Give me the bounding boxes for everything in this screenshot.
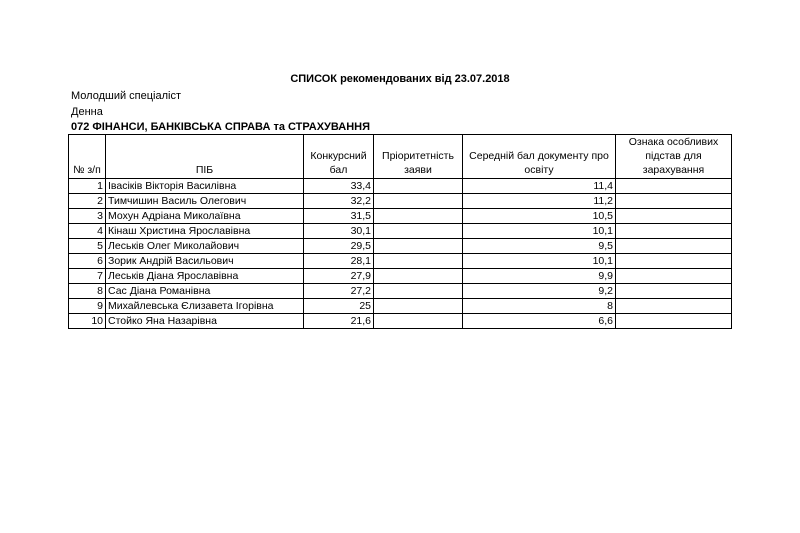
table-row <box>69 254 732 269</box>
cell-avg: 9,5 <box>463 239 616 254</box>
header-score: Конкурсний бал <box>304 135 374 179</box>
table-row <box>69 299 732 314</box>
cell-num: 10 <box>69 314 106 329</box>
cell-score: 31,5 <box>304 209 374 224</box>
cell-avg: 10,5 <box>463 209 616 224</box>
cell-num: 1 <box>69 179 106 194</box>
cell-name: Івасіків Вікторія Василівна <box>106 179 304 194</box>
cell-score: 27,2 <box>304 284 374 299</box>
cell-num: 9 <box>69 299 106 314</box>
cell-avg: 11,4 <box>463 179 616 194</box>
cell-score: 21,6 <box>304 314 374 329</box>
header-priority: Пріоритетність заяви <box>374 135 463 179</box>
cell-avg: 10,1 <box>463 224 616 239</box>
cell-name: Леськів Діана Ярославівна <box>106 269 304 284</box>
document-title: СПИСОК рекомендованих від 23.07.2018 <box>290 73 510 85</box>
table-row <box>69 224 732 239</box>
cell-avg: 6,6 <box>463 314 616 329</box>
header-name: ПІБ <box>106 135 304 179</box>
cell-priority <box>374 284 463 299</box>
cell-num: 3 <box>69 209 106 224</box>
cell-num: 6 <box>69 254 106 269</box>
table-row <box>69 209 732 224</box>
cell-avg: 9,2 <box>463 284 616 299</box>
cell-special <box>616 269 732 284</box>
cell-score: 30,1 <box>304 224 374 239</box>
cell-special <box>616 254 732 269</box>
cell-score: 29,5 <box>304 239 374 254</box>
cell-score: 27,9 <box>304 269 374 284</box>
cell-name: Сас Діана Романівна <box>106 284 304 299</box>
table-row <box>69 284 732 299</box>
table-row <box>69 314 732 329</box>
cell-name: Михайлевська Єлизавета Ігорівна <box>106 299 304 314</box>
cell-special <box>616 299 732 314</box>
cell-avg: 9,9 <box>463 269 616 284</box>
table-row <box>69 269 732 284</box>
cell-num: 7 <box>69 269 106 284</box>
table-row <box>69 239 732 254</box>
cell-name: Кінаш Христина Ярославівна <box>106 224 304 239</box>
cell-score: 33,4 <box>304 179 374 194</box>
cell-priority <box>374 224 463 239</box>
cell-priority <box>374 254 463 269</box>
cell-num: 2 <box>69 194 106 209</box>
header-avg: Середній бал документу про освіту <box>463 135 616 179</box>
table-row <box>69 194 732 209</box>
cell-num: 5 <box>69 239 106 254</box>
cell-special <box>616 224 732 239</box>
cell-name: Мохун Адріана Миколаївна <box>106 209 304 224</box>
cell-priority <box>374 314 463 329</box>
cell-name: Леськів Олег Миколайович <box>106 239 304 254</box>
cell-priority <box>374 209 463 224</box>
header-special: Ознака особливих підстав для зарахування <box>616 135 732 179</box>
cell-special <box>616 194 732 209</box>
study-form: Денна <box>71 106 103 118</box>
cell-priority <box>374 269 463 284</box>
specialty-heading: 072 ФІНАНСИ, БАНКІВСЬКА СПРАВА та СТРАХУВАННЯ <box>71 121 371 133</box>
cell-score: 32,2 <box>304 194 374 209</box>
cell-special <box>616 239 732 254</box>
cell-name: Стойко Яна Назарівна <box>106 314 304 329</box>
cell-score: 25 <box>304 299 374 314</box>
cell-num: 4 <box>69 224 106 239</box>
cell-score: 28,1 <box>304 254 374 269</box>
cell-priority <box>374 179 463 194</box>
cell-avg: 10,1 <box>463 254 616 269</box>
table-header-row <box>69 135 732 179</box>
table-row <box>69 179 732 194</box>
cell-name: Тимчишин Василь Олегович <box>106 194 304 209</box>
cell-special <box>616 314 732 329</box>
cell-priority <box>374 299 463 314</box>
cell-avg: 11,2 <box>463 194 616 209</box>
cell-name: Зорик Андрій Васильович <box>106 254 304 269</box>
header-num: № з/п <box>69 135 106 179</box>
recommended-list-table <box>68 134 732 329</box>
education-level: Молодший спеціаліст <box>71 90 182 102</box>
cell-special <box>616 284 732 299</box>
cell-special <box>616 179 732 194</box>
cell-priority <box>374 194 463 209</box>
cell-special <box>616 209 732 224</box>
cell-priority <box>374 239 463 254</box>
cell-num: 8 <box>69 284 106 299</box>
cell-avg: 8 <box>463 299 616 314</box>
